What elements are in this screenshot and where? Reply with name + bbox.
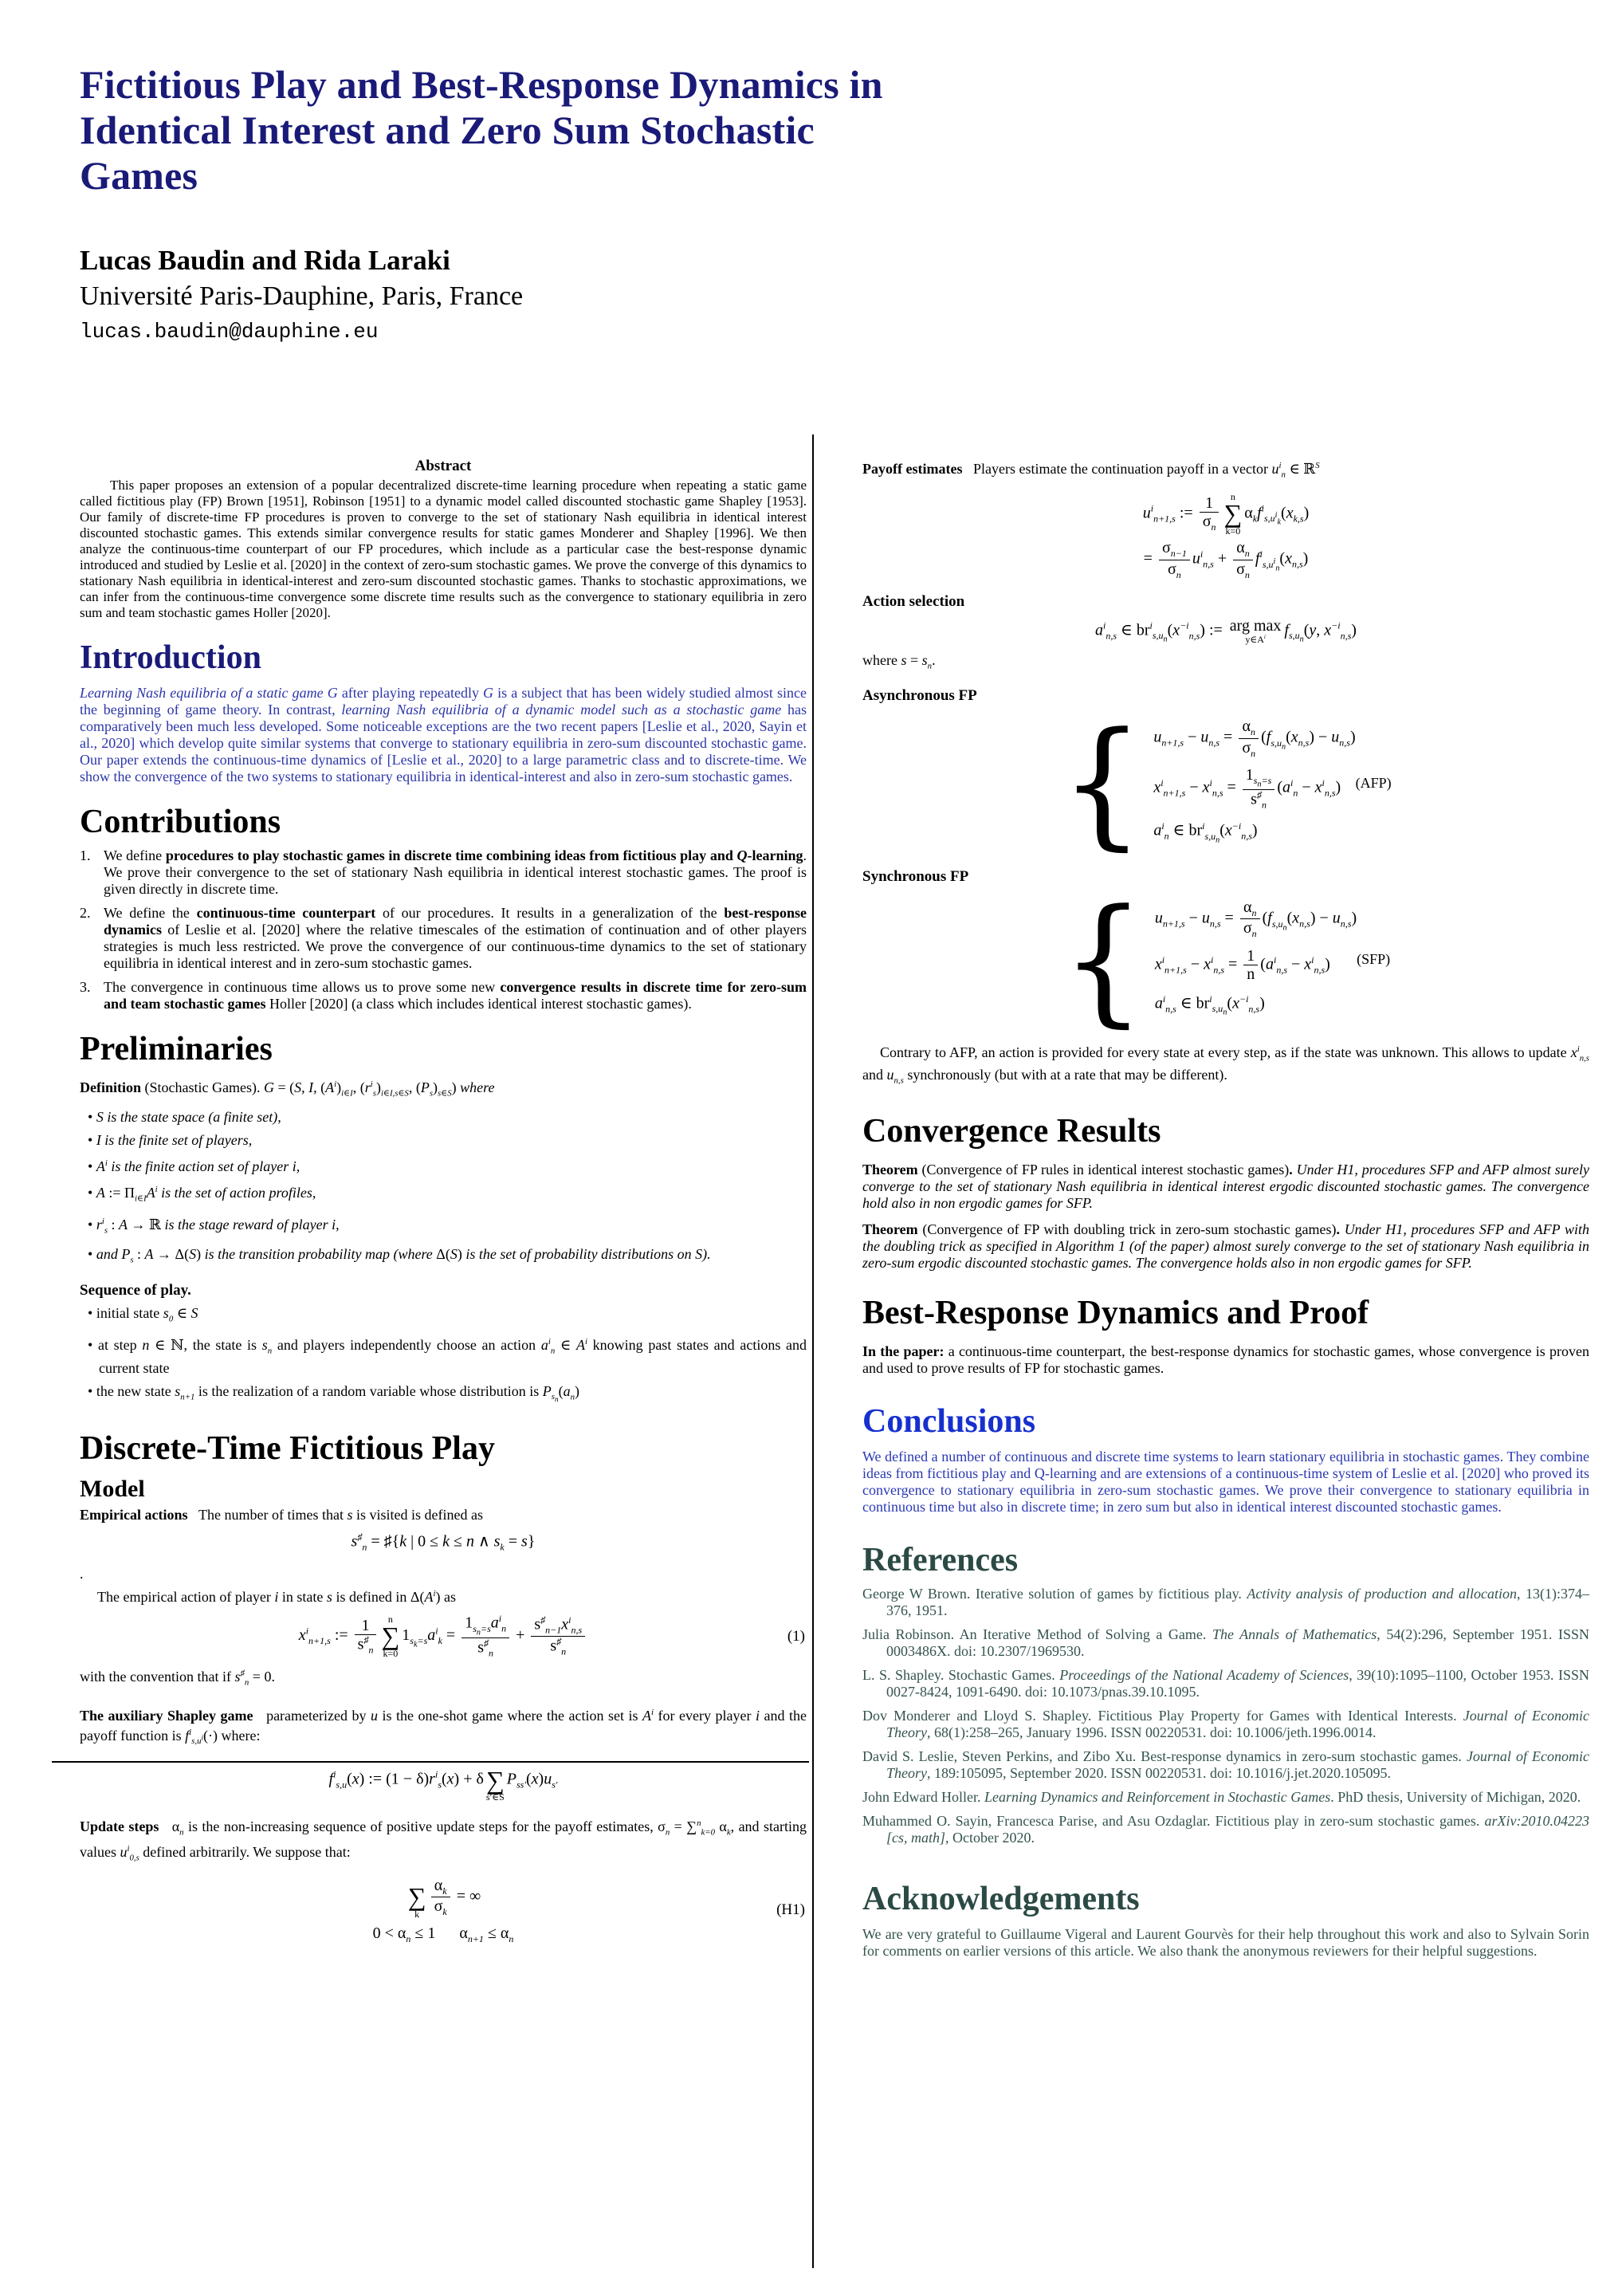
section-dtfp-heading: Discrete-Time Fictitious Play <box>80 1429 495 1467</box>
asynchronous-fp-heading: Asynchronous FP <box>862 687 977 705</box>
definition-bullet: • and $P_s$ : A → Δ(S) is the transition probability map (where Δ(S) is the set of probability distributions on S). <box>80 1246 807 1269</box>
section-preliminaries-heading: Preliminaries <box>80 1031 273 1068</box>
contribution-number: 1. <box>80 847 91 864</box>
contribution-item <box>80 847 807 898</box>
equation-sfp-label: (SFP) <box>1357 951 1391 968</box>
sfp-row: $a^i_{n,s}$ ∈ $br^i_{s,u_n}(x^{-i}_{n,s})$ <box>1154 993 1265 1017</box>
title-line-2: Identical Interest and Zero Sum Stochastic Games <box>80 108 815 198</box>
title-line-1: Fictitious Play and Best-Response Dynamics in <box>80 62 883 107</box>
reference-item: Muhammed O. Sayin, Francesca Parise, and Asu Ozdaglar. Fictitious play in zero-sum stochastic games. arXiv:2010.04223 [cs, math], October 2020. <box>862 1813 1589 1846</box>
section-acknowledgements-heading: Acknowledgements <box>862 1881 1140 1918</box>
equation-h1 <box>80 1875 807 1946</box>
sequence-of-play-heading: Sequence of play. <box>80 1281 191 1299</box>
conclusions-text: We defined a number of continuous and discrete time systems to learn stationary equilibria in stochastic games. They combine ideas from fictitious play and Q-learning and are extensions of a continuous-time system of Leslie et al. [2020] who proved its convergence to stationary equilibria in zero-sum stochastic games. We prove their convergence to stationary equilibria in continuous time but also in discrete time; in zero sum but also in identical interest discounted stochastic games. <box>862 1449 1589 1516</box>
section-references-heading: References <box>862 1542 1019 1579</box>
equation-sfp: { $u_{n+1,s} - u_{n,s}$ = $\frac{\alpha_n}{\sigma_n}$ $(f_{s,u_n}(x_{n,s}) - u_{n,s})$ $x^i_{n+1,s} - x^i_{n,s}$ = $\frac{1}{n}$ $(a^i_{n,s} - x^i_{n,s})$ $a^i_{n,s}$ ∈ $br^i_{s,u_n}(x^{-i}_{n,s})$ (SFP) <box>1061 879 1391 1040</box>
afp-row: $x^i_{n+1,s} - x^i_{n,s}$ = $\frac{1_{s_n=s}}{s^♯_n}$ $(a^i_n - x^i_{n,s})$ <box>1153 766 1341 811</box>
contribution-number: 3. <box>80 979 91 996</box>
reference-item: George W Brown. Iterative solution of games by fictitious play. Activity analysis of production and allocation, 13(1):374–376, 1951. <box>862 1586 1589 1619</box>
section-introduction-heading: Introduction <box>80 639 261 676</box>
section-conclusions-heading: Conclusions <box>862 1403 1036 1441</box>
equation-1-body: $x^i_{n+1,s}$ := $\frac{1}{s^♯_n}$ n ∑ k=0 $1_{s_k=s}a^i_k$ = $\frac{1_{s_n=s}a^i_n}{s^♯_n}$ + $\frac{s^♯_{n-1}x^i_{n,s}}{s^♯_n}$ <box>299 1626 587 1644</box>
contributions-list <box>80 847 807 1012</box>
definition-text: Definition (Stochastic Games). G = (S, I, $(A^i)_{i\in I}$, $(r^i_s)_{i\in I,s\in S}$, $(P_s)_{s\in S}$) where <box>80 1079 495 1099</box>
payoff-estimates-text: Payoff estimates Players estimate the continuation payoff in a vector $u^i_n$ ∈ ℝ$^S$ <box>862 461 1320 480</box>
reference-item: L. S. Shapley. Stochastic Games. Proceedings of the National Academy of Sciences, 39(10):1095–1100, October 1953. ISSN 0027-8424, 1091-6490. doi: 10.1073/pnas.39.10.1095. <box>862 1667 1590 1700</box>
sfp-row: $u_{n+1,s} - u_{n,s}$ = $\frac{\alpha_n}{\sigma_n}$ $(f_{s,u_n}(x_{n,s}) - u_{n,s})$ <box>1154 898 1357 940</box>
equation-payoff-line1: $u^i_{n+1,s}$ := $\frac{1}{\sigma_n}$ n ∑ k=0 $\alpha_kf^i_{s,u^i_k}(x_{k,s})$ <box>1142 490 1310 537</box>
authors: Lucas Baudin and Rida Laraki <box>80 245 450 276</box>
contribution-item <box>80 979 807 1012</box>
theorem-2-text: Theorem (Convergence of FP with doubling trick in zero-sum stochastic games). Under H1, procedures SFP and AFP with the doubling trick as specified in Algorithm 1 (of the paper) almost surely converge to the set of stationary Nash equilibria in zero-sum ergodic discounted stochastic games. The convergence holds also in non ergodic games for SFP. <box>862 1221 1589 1271</box>
reference-item: John Edward Holler. Learning Dynamics and Reinforcement in Stochastic Games. PhD thesis, University of Michigan, 2020. <box>862 1789 1581 1806</box>
section-brd-heading: Best-Response Dynamics and Proof <box>862 1294 1369 1331</box>
equation-payoff <box>862 492 1589 580</box>
afp-row: $u_{n+1,s} - u_{n,s}$ = $\frac{\alpha_n}{\sigma_n}$ $(f_{s,u_n}(x_{n,s}) - u_{n,s})$ <box>1153 718 1356 759</box>
stray-period: . <box>80 1566 84 1582</box>
contribution-text: We define the continuous-time counterpart of our procedures. It results in a generalization of the best-response dynamics of Leslie et al. [2020] where the relative timescales of the estimation of continuation and of other players strategies is much less restricted. We prove the convergence of our continuous-time dynamics to the set of stationary equilibria in identical interest and in zero-sum stochastic games. <box>104 905 807 972</box>
email: lucas.baudin@dauphine.eu <box>80 320 379 344</box>
definition-bullet: • $A^i$ is the finite action set of player i, <box>80 1155 807 1175</box>
update-steps-text: Update steps $\alpha_n$ is the non-increasing sequence of positive update steps for the payoff estimates, $\sigma_n = \sum^n_{k=0}$ $\alpha_k$, and starting values $u^i_{0,s}$ defined arbitrarily. We suppose that: <box>80 1818 807 1863</box>
equation-afp-label: (AFP) <box>1355 774 1392 791</box>
empirical-action-text: The empirical action of player i in state s is defined in $\Delta(A^i)$ as <box>97 1589 456 1606</box>
reference-item: Dov Monderer and Lloyd S. Shapley. Fictitious Play Property for Games with Identical Interests. Journal of Economic Theory, 68(1):258–265, January 1996. ISSN 00220531. doi: 10.1006/jeth.1996.0014. <box>862 1708 1589 1741</box>
sequence-bullet: • initial state $s_0$ ∈ S <box>80 1305 807 1328</box>
poster-header <box>80 62 1275 344</box>
equation-1 <box>80 1614 807 1659</box>
equation-sfp-rows <box>1155 891 1357 1028</box>
contribution-text: We define procedures to play stochastic games in discrete time combining ideas from fictitious play and Q-learning. We prove their convergence to the set of stationary Nash equilibria in identical interest stochastic games. The proof is given directly in discrete time. <box>104 847 807 898</box>
action-selection-heading: Action selection <box>862 593 965 611</box>
convention-text: with the convention that if $s^♯_n = 0$. <box>80 1668 275 1688</box>
abstract-text: This paper proposes an extension of a popular decentralized discrete-time learning procedure when repeating a static game called fictitious play (FP) Brown [1951], Robinson [1951] to a dynamic model called discounted stochastic game Shapley [1953]. Our family of discrete-time FP procedures is proven to converge to the set of stationary Nash equilibria in identical interest discounted stochastic games. This extends similar convergence results for static games Monderer and Shapley [1996]. We then analyze the continuous-time counterpart of our FP procedures, which include as a particular case the best-response dynamic introduced and studied by Leslie et al. [2020] in the context of zero-sum stochastic games. We prove the converge of this dynamics to stationary Nash equilibria in identical-interest and zero-sum discounted stochastic games. Thanks to stochastic approximations, we can infer from the continuous-time convergence some discrete time results such as the convergence to stationary equilibria in zero sum and team stochastic games Holler [2020]. <box>80 478 807 620</box>
formula-s-sharp: $s^♯_n$ = ♯{k | 0 ≤ k ≤ n ∧ $s_k = s$} <box>351 1531 536 1553</box>
synchronous-fp-heading: Synchronous FP <box>862 868 969 885</box>
references-list <box>862 1586 1589 1846</box>
equation-afp-rows <box>1153 710 1355 855</box>
in-the-paper-text: In the paper: a continuous-time counterpart, the best-response dynamics for stochastic games, whose convergence is proven and used to prove results of FP for stochastic games. <box>862 1343 1589 1377</box>
acknowledgements-text: We are very grateful to Guillaume Vigeral and Laurent Gourvès for their help throughout this work and also to Sylvain Sorin for comments on earlier versions of this article. We also thank the anonymous reviewers for their helpful suggestions. <box>862 1926 1589 1960</box>
where-text: where $s = s_n$. <box>862 651 936 671</box>
sequence-bullets <box>80 1305 807 1409</box>
reference-item: David S. Leslie, Steven Perkins, and Zibo Xu. Best-response dynamics in zero-sum stochastic games. Journal of Economic Theory, 189:105095, September 2020. ISSN 00220531. doi: 10.1016/j.jet.2020.105095. <box>862 1748 1589 1782</box>
equation-1-label: (1) <box>787 1627 805 1645</box>
sfp-row: $x^i_{n+1,s} - x^i_{n,s}$ = $\frac{1}{n}$ $(a^i_{n,s} - x^i_{n,s})$ <box>1154 946 1330 984</box>
equation-action-selection: $a^i_{n,s}$ ∈ $br^i_{s,u_n}(x^{-i}_{n,s})$ := arg max $y\in A^i$ $f_{s,u_n}(y$, $x^{-i}_{n,s}$) <box>1095 617 1357 646</box>
right-column <box>862 446 1589 1960</box>
equation-h1-label: (H1) <box>776 1901 805 1919</box>
formula-shapley-payoff: $f^i_{s,u}(x)$ := $(1 - \delta)r^i_s(x) + \delta$ ∑ s′∈S $P_{ss'}(x)u_{s'}$ <box>328 1765 558 1803</box>
definition-bullet: • S is the state space (a finite set), <box>80 1109 807 1126</box>
empirical-actions-text: Empirical actions The number of times that s is visited is defined as <box>80 1506 483 1523</box>
afp-row: $a^i_n$ ∈ $br^i_{s,u_n}(x^{-i}_{n,s})$ <box>1153 820 1258 844</box>
reference-item: Julia Robinson. An Iterative Method of Solving a Game. The Annals of Mathematics, 54(2):296, September 1951. ISSN 0003486X. doi: 10.2307/1969530. <box>862 1626 1589 1660</box>
equation-payoff-line2: = $\frac{\sigma_{n-1}}{\sigma_n}$ $u^i_{n,s}$ + $\frac{\alpha_n}{\sigma_n}$ $f^i_{s,u^i_n}(x_{n,s})$ <box>1143 539 1309 580</box>
contribution-text: The convergence in continuous time allows us to prove some new convergence results in discrete time for zero-sum and team stochastic games Holler [2020] (a class which includes identical interest stochastic games). <box>104 979 807 1012</box>
page-title <box>80 62 925 199</box>
sequence-bullet: • the new state $s_{n+1}$ is the realization of a random variable whose distribution is $P_{s_n}(a_n)$ <box>80 1383 807 1409</box>
equation-h1-line1: ∑ k $\frac{\alpha_k}{\sigma_k}$ = ∞ <box>407 1876 481 1920</box>
equation-afp: { $u_{n+1,s} - u_{n,s}$ = $\frac{\alpha_n}{\sigma_n}$ $(f_{s,u_n}(x_{n,s}) - u_{n,s})$ $x^i_{n+1,s} - x^i_{n,s}$ = $\frac{1_{s_n=s}}{s^♯_n}$ $(a^i_n - x^i_{n,s})$ $a^i_n$ ∈ $br^i_{s,u_n}(x^{-i}_{n,s})$ (AFP) <box>1060 702 1392 863</box>
abstract-heading: Abstract <box>414 458 472 474</box>
definition-bullet: • $r^i_s$ : A → ℝ is the stage reward of player i, <box>80 1213 807 1240</box>
theorem-1-text: Theorem (Convergence of FP rules in identical interest stochastic games). Under H1, procedures SFP and AFP almost surely converge to the set of stationary Nash equilibria in identical interest ergodic discounted stochastic games. The convergence hold also in non ergodic games for SFP. <box>862 1161 1590 1211</box>
contribution-item <box>80 905 807 972</box>
definition-bullet: • I is the finite set of players, <box>80 1132 807 1149</box>
introduction-text: Learning Nash equilibria of a static game G after playing repeatedly G is a subject that has been widely studied almost since the beginning of game theory. In contrast, learning Nash equilibria of a dynamic model such as a stochastic game has comparatively been much less developed. Some noticeable exceptions are the two recent papers [Leslie et al., 2020, Sayin et al., 2020] which develop quite similar systems that converge to stationary equilibria in zero-sum discounted stochastic game. Our paper extends the continuous-time dynamics of [Leslie et al., 2020] to a large parametric class and to discrete-time. We show the convergence of the two systems to stationary equilibria in identical-interest and also in zero-sum stochastic games. <box>80 685 807 785</box>
definition-bullets <box>80 1109 807 1269</box>
model-heading: Model <box>80 1475 145 1502</box>
auxiliary-shapley-text: The auxiliary Shapley game parameterized by u is the one-shot game where the action set is $A^i$ for every player i and the payoff function is $f^i_{s,u^i}(\cdot)$ where: <box>80 1707 807 1747</box>
contrary-text: Contrary to AFP, an action is provided for every state at every step, as if the state was unknown. This allows to update $x^i_{n,s}$ and $u_{n,s}$ synchronously (but with at a rate that may be different). <box>862 1044 1589 1086</box>
equation-h1-line2: $0 < \alpha_n \le 1$ $\alpha_{n+1} \le \alpha_n$ <box>372 1924 514 1945</box>
section-contributions-heading: Contributions <box>80 804 281 841</box>
left-column <box>80 446 807 1945</box>
section-convergence-heading: Convergence Results <box>862 1112 1161 1150</box>
sequence-bullet: • at step n ∈ ℕ, the state is $s_n$ and players independently choose an action $a^i_n$ ∈ $A^i$ knowing past states and actions and current state <box>80 1334 807 1377</box>
affiliation: Université Paris-Dauphine, Paris, France <box>80 281 524 311</box>
column-divider <box>812 434 814 2268</box>
contribution-number: 2. <box>80 905 91 922</box>
definition-bullet: • A := $\Pi_{i\in I}A^i$ is the set of action profiles, <box>80 1181 807 1208</box>
